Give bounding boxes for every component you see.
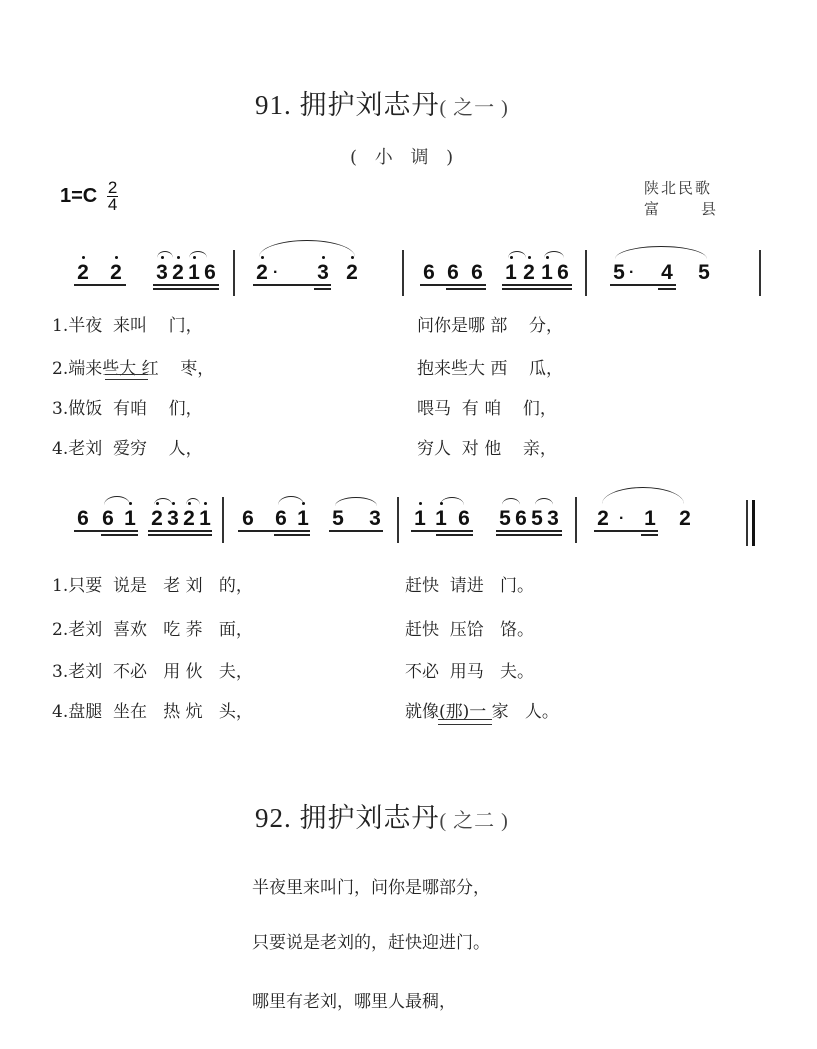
slur — [535, 498, 553, 505]
poem-line-1: 半夜里来叫门，问你是哪部分， — [252, 878, 490, 898]
verse-1a — [52, 311, 203, 336]
beam — [658, 288, 676, 290]
verse-text: 老刘 喜欢 吃 荞 面， — [68, 620, 253, 640]
note: 2 — [346, 261, 358, 284]
song-title-text: 拥护刘志丹 — [299, 90, 440, 120]
verse-text: 老刘 爱穷 人， — [68, 439, 203, 459]
note: 1 — [199, 507, 211, 530]
key-signature — [60, 180, 118, 213]
verse-4d: 就像(那)一 家 人。 — [405, 702, 559, 722]
note: 2 — [256, 261, 268, 284]
slur — [335, 497, 377, 506]
note: 1 — [505, 261, 517, 284]
time-signature — [107, 180, 118, 213]
note: 6 — [471, 261, 483, 284]
augmentation-dot: · — [629, 264, 635, 281]
augmentation-dot: · — [273, 264, 279, 281]
beam — [436, 534, 473, 536]
slur — [259, 240, 355, 257]
beam — [101, 534, 138, 536]
note: 6 — [447, 261, 459, 284]
time-numerator: 2 — [107, 178, 118, 197]
note: 1 — [644, 507, 656, 530]
verse-4a — [52, 434, 203, 459]
final-barline-thin — [746, 500, 748, 546]
verse-text: 盘腿 坐在 热 炕 头， — [68, 702, 253, 722]
beam — [314, 288, 331, 290]
note: 6 — [275, 507, 287, 530]
poem-line-2: 只要说是老刘的，赶快迎进门。 — [252, 933, 490, 953]
song-title-91 — [255, 83, 509, 122]
verse-1b: 问你是哪 部 分， — [417, 316, 564, 336]
slur — [157, 251, 173, 258]
verse-3a — [52, 394, 203, 419]
verse-number: 4. — [52, 702, 69, 722]
note: 2 — [523, 261, 535, 284]
barline — [397, 497, 399, 543]
verse-number: 2. — [52, 359, 69, 379]
note: 1 — [541, 261, 553, 284]
note: 1 — [414, 507, 426, 530]
verse-4b: 穷人 对 他 亲， — [417, 439, 557, 459]
barline — [759, 250, 761, 296]
song-title-suffix: ( 之二 ) — [439, 810, 509, 832]
beam — [74, 530, 138, 532]
note: 6 — [515, 507, 527, 530]
lyric-double-underline — [105, 374, 148, 380]
note: 3 — [317, 261, 329, 284]
song-number: 91. — [255, 90, 292, 120]
beam — [74, 284, 126, 286]
slur — [104, 496, 130, 505]
beam — [411, 530, 473, 532]
beam — [502, 284, 572, 286]
note: 3 — [167, 507, 179, 530]
verse-2b: 抱来些大 西 瓜， — [417, 359, 564, 379]
slur — [544, 251, 564, 258]
slur — [440, 497, 464, 505]
beam — [496, 534, 562, 536]
note: 5 — [613, 261, 625, 284]
verse-2c — [52, 615, 253, 640]
beam — [610, 284, 676, 286]
barline — [222, 497, 224, 543]
note: 3 — [369, 507, 381, 530]
verse-1d: 赶快 请进 门。 — [405, 576, 535, 596]
note: 6 — [242, 507, 254, 530]
verse-3d: 不必 用马 夫。 — [405, 662, 535, 682]
beam — [148, 530, 212, 532]
barline — [402, 250, 404, 296]
beam — [641, 534, 658, 536]
augmentation-dot: · — [619, 510, 625, 527]
note: 2 — [110, 261, 122, 284]
verse-text: 只要 说是 老 刘 的， — [68, 576, 253, 596]
barline — [585, 250, 587, 296]
verse-4c — [52, 697, 253, 722]
verse-number: 1. — [52, 316, 69, 336]
note: 6 — [557, 261, 569, 284]
beam — [274, 534, 310, 536]
slur — [615, 246, 707, 259]
note: 2 — [183, 507, 195, 530]
note: 2 — [597, 507, 609, 530]
note: 3 — [156, 261, 168, 284]
song-genre: ( 小 调 ) — [350, 147, 460, 168]
slur — [186, 498, 200, 505]
verse-number: 3. — [52, 662, 69, 682]
note: 2 — [679, 507, 691, 530]
verse-3b: 喂马 有 咱 们， — [417, 399, 557, 419]
final-barline-thick — [752, 500, 755, 546]
beam — [238, 530, 310, 532]
source-county-2: 县 — [700, 200, 718, 218]
source-county — [644, 199, 718, 220]
slur — [189, 251, 207, 258]
lyric-double-underline — [438, 719, 492, 725]
verse-number: 2. — [52, 620, 69, 640]
beam — [153, 284, 219, 286]
song-title-text: 拥护刘志丹 — [299, 803, 440, 833]
beam — [329, 530, 383, 532]
verse-text: 老刘 不必 用 伙 夫， — [68, 662, 253, 682]
beam — [420, 284, 486, 286]
note: 6 — [204, 261, 216, 284]
verse-2d: 赶快 压饸 饹。 — [405, 620, 535, 640]
note: 5 — [499, 507, 511, 530]
verse-text: 半夜 来叫 门， — [68, 316, 203, 336]
beam — [496, 530, 562, 532]
note: 5 — [332, 507, 344, 530]
source-region: 陕北民歌 — [644, 179, 713, 197]
verse-number: 3. — [52, 399, 69, 419]
slur — [508, 251, 526, 258]
beam — [253, 284, 331, 286]
note: 6 — [102, 507, 114, 530]
verse-number: 4. — [52, 439, 69, 459]
note: 6 — [423, 261, 435, 284]
note: 1 — [297, 507, 309, 530]
song-number: 92. — [255, 803, 292, 833]
source-county-1: 富 — [644, 200, 662, 218]
verse-number: 1. — [52, 576, 69, 596]
slur — [154, 498, 172, 505]
note: 2 — [172, 261, 184, 284]
beam — [502, 288, 572, 290]
note: 2 — [151, 507, 163, 530]
note: 5 — [698, 261, 710, 284]
source-attribution — [644, 178, 718, 220]
note: 5 — [531, 507, 543, 530]
slur — [278, 496, 304, 505]
barline — [575, 497, 577, 543]
poem-line-3: 哪里有老刘，哪里人最稠， — [252, 992, 456, 1012]
key-label: 1=C — [60, 184, 98, 207]
beam — [594, 530, 658, 532]
verse-1c — [52, 571, 253, 596]
note: 6 — [458, 507, 470, 530]
beam — [153, 288, 219, 290]
slur — [502, 498, 520, 505]
barline — [233, 250, 235, 296]
verse-3c — [52, 657, 253, 682]
beam — [446, 288, 486, 290]
verse-text: 端来些大 红 枣， — [68, 359, 215, 379]
note: 1 — [188, 261, 200, 284]
slur — [602, 487, 684, 504]
note: 4 — [661, 261, 673, 284]
verse-text: 做饭 有咱 们， — [68, 399, 203, 419]
note: 3 — [547, 507, 559, 530]
note: 1 — [124, 507, 136, 530]
note: 6 — [77, 507, 89, 530]
beam — [148, 534, 212, 536]
song-title-suffix: ( 之一 ) — [439, 97, 509, 119]
note: 2 — [77, 261, 89, 284]
note: 1 — [435, 507, 447, 530]
time-denominator: 4 — [107, 195, 118, 214]
song-title-92 — [255, 796, 509, 835]
